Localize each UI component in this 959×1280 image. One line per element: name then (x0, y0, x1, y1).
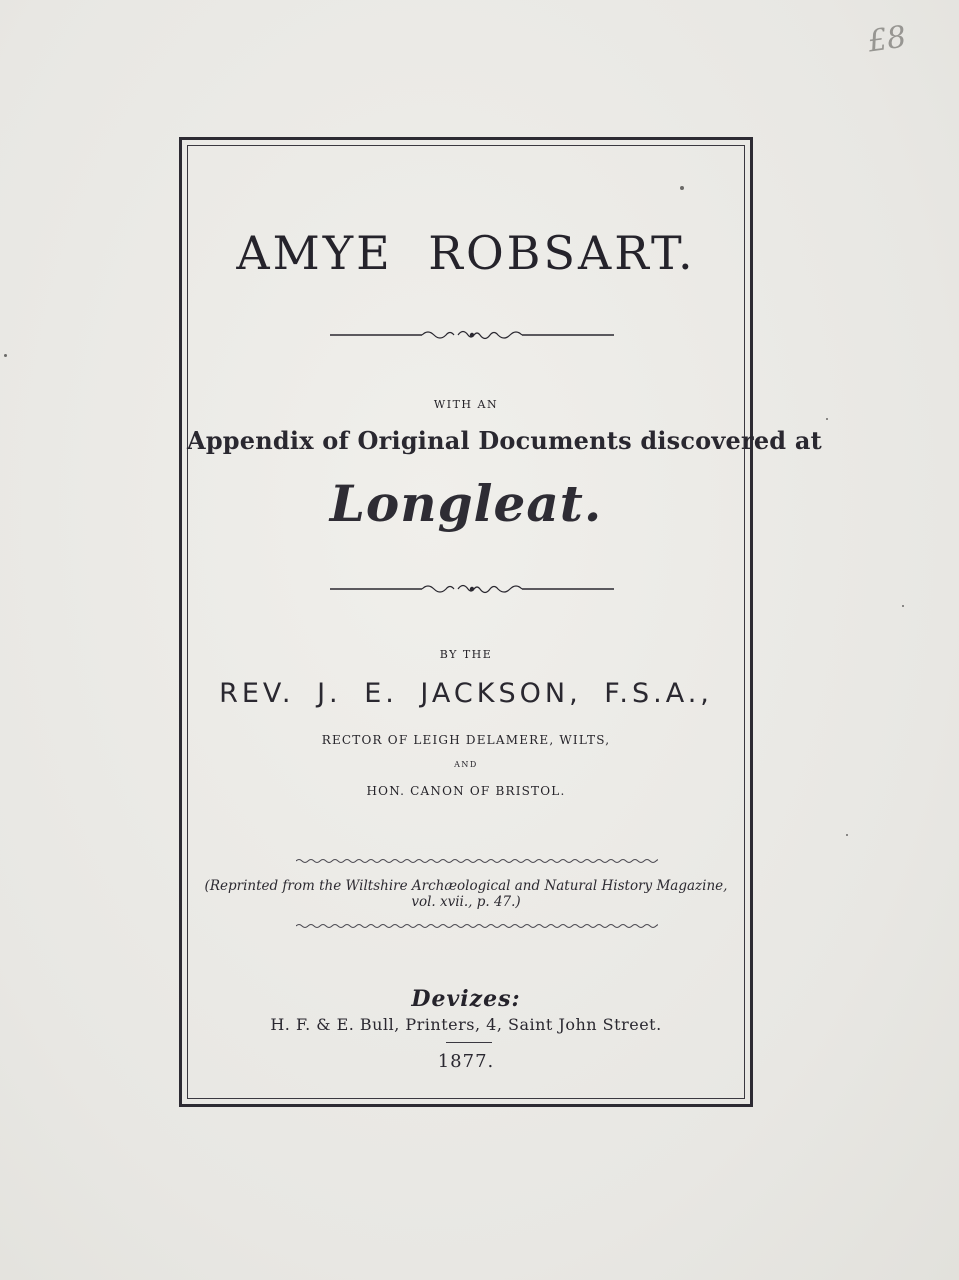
author-canon-line: HON. CANON OF BRISTOL. (366, 784, 566, 798)
author-name: REV. J. E. JACKSON, F.S.A., (219, 678, 713, 709)
by-the-label: BY THE (439, 648, 493, 661)
pencil-price-note: £8 (865, 19, 909, 60)
paper-speck (826, 418, 828, 420)
imprint-short-rule (446, 1042, 492, 1043)
reprint-note-line-1: (Reprinted from the Wiltshire Archæological and Natural History Magazine, (204, 878, 728, 894)
paper-speck (680, 186, 684, 190)
ornament-divider-middle (330, 580, 614, 598)
book-title: AMYE ROBSART. (236, 226, 696, 280)
imprint-place: Devizes: (411, 986, 521, 1012)
imprint-year: 1877. (437, 1051, 495, 1072)
author-and-line: AND (454, 760, 478, 769)
imprint-printer: H. F. & E. Bull, Printers, 4, Saint John Street. (270, 1015, 662, 1034)
author-rector-line: RECTOR OF LEIGH DELAMERE, WILTS, (321, 733, 611, 747)
appendix-heading: Appendix of Original Documents discovered at (187, 426, 822, 455)
paper-speck (846, 834, 848, 836)
wavy-rule-bottom (296, 922, 658, 930)
ornament-divider-top (330, 326, 614, 344)
reprint-note-line-2: vol. xvii., p. 47.) (411, 894, 521, 910)
longleat-heading: Longleat. (329, 474, 603, 533)
paper-speck (4, 354, 7, 357)
paper-speck (902, 605, 904, 607)
wavy-rule-top (296, 857, 658, 865)
with-an-label: WITH AN (433, 398, 499, 411)
title-page-inner-border (187, 145, 822, 1099)
